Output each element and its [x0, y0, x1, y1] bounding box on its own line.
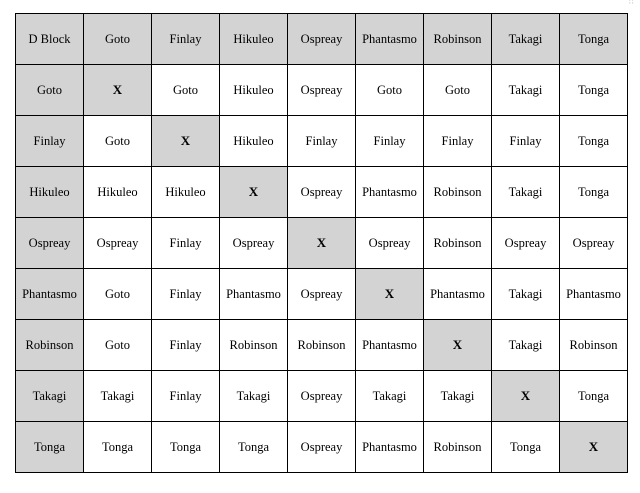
winner-cell: Ospreay [288, 269, 356, 320]
winner-cell: Tonga [560, 167, 628, 218]
column-header: Ospreay [288, 14, 356, 65]
winner-cell: Finlay [152, 371, 220, 422]
table-row [16, 320, 628, 371]
corner-label: D Block [16, 14, 84, 65]
self-match-cell: X [152, 116, 220, 167]
winner-cell: Finlay [492, 116, 560, 167]
results-grid [15, 13, 628, 473]
winner-cell: Tonga [560, 371, 628, 422]
winner-cell: Phantasmo [356, 320, 424, 371]
table-row [16, 218, 628, 269]
row-header: Ospreay [16, 218, 84, 269]
self-match-cell: X [288, 218, 356, 269]
winner-cell: Robinson [424, 167, 492, 218]
self-match-cell: X [84, 65, 152, 116]
winner-cell: Tonga [220, 422, 288, 473]
winner-cell: Finlay [288, 116, 356, 167]
winner-cell: Finlay [152, 269, 220, 320]
table-row [16, 371, 628, 422]
winner-cell: Goto [356, 65, 424, 116]
winner-cell: Ospreay [288, 65, 356, 116]
self-match-cell: X [492, 371, 560, 422]
winner-cell: Takagi [356, 371, 424, 422]
winner-cell: Goto [84, 116, 152, 167]
self-match-cell: X [560, 422, 628, 473]
winner-cell: Finlay [152, 218, 220, 269]
row-header: Phantasmo [16, 269, 84, 320]
winner-cell: Phantasmo [220, 269, 288, 320]
winner-cell: Phantasmo [356, 422, 424, 473]
winner-cell: Ospreay [492, 218, 560, 269]
winner-cell: Phantasmo [424, 269, 492, 320]
winner-cell: Takagi [220, 371, 288, 422]
winner-cell: Takagi [492, 320, 560, 371]
column-header: Finlay [152, 14, 220, 65]
column-header: Phantasmo [356, 14, 424, 65]
winner-cell: Goto [424, 65, 492, 116]
column-header: Tonga [560, 14, 628, 65]
winner-cell: Takagi [492, 269, 560, 320]
winner-cell: Goto [84, 269, 152, 320]
winner-cell: Ospreay [288, 167, 356, 218]
row-header: Tonga [16, 422, 84, 473]
row-header: Takagi [16, 371, 84, 422]
winner-cell: Robinson [424, 218, 492, 269]
winner-cell: Robinson [424, 422, 492, 473]
winner-cell: Robinson [288, 320, 356, 371]
self-match-cell: X [424, 320, 492, 371]
winner-cell: Phantasmo [356, 167, 424, 218]
winner-cell: Tonga [560, 65, 628, 116]
row-header: Goto [16, 65, 84, 116]
column-header: Goto [84, 14, 152, 65]
row-header: Hikuleo [16, 167, 84, 218]
winner-cell: Goto [152, 65, 220, 116]
winner-cell: Takagi [424, 371, 492, 422]
winner-cell: Finlay [356, 116, 424, 167]
resize-grip-icon: ∷ [629, 0, 634, 6]
winner-cell: Tonga [84, 422, 152, 473]
winner-cell: Hikuleo [84, 167, 152, 218]
row-header: Robinson [16, 320, 84, 371]
header-row [16, 14, 628, 65]
winner-cell: Takagi [492, 65, 560, 116]
winner-cell: Ospreay [356, 218, 424, 269]
winner-cell: Hikuleo [220, 116, 288, 167]
winner-cell: Finlay [152, 320, 220, 371]
table-row [16, 167, 628, 218]
winner-cell: Finlay [424, 116, 492, 167]
winner-cell: Takagi [492, 167, 560, 218]
winner-cell: Hikuleo [220, 65, 288, 116]
winner-cell: Tonga [560, 116, 628, 167]
winner-cell: Ospreay [84, 218, 152, 269]
winner-cell: Tonga [492, 422, 560, 473]
winner-cell: Goto [84, 320, 152, 371]
winner-cell: Takagi [84, 371, 152, 422]
table-row [16, 422, 628, 473]
winner-cell: Ospreay [220, 218, 288, 269]
table-row [16, 65, 628, 116]
table-row [16, 116, 628, 167]
results-grid-body [16, 14, 628, 473]
winner-cell: Ospreay [560, 218, 628, 269]
winner-cell: Robinson [220, 320, 288, 371]
column-header: Hikuleo [220, 14, 288, 65]
winner-cell: Ospreay [288, 422, 356, 473]
self-match-cell: X [220, 167, 288, 218]
table-row [16, 269, 628, 320]
winner-cell: Phantasmo [560, 269, 628, 320]
winner-cell: Ospreay [288, 371, 356, 422]
winner-cell: Robinson [560, 320, 628, 371]
column-header: Robinson [424, 14, 492, 65]
row-header: Finlay [16, 116, 84, 167]
self-match-cell: X [356, 269, 424, 320]
winner-cell: Tonga [152, 422, 220, 473]
column-header: Takagi [492, 14, 560, 65]
winner-cell: Hikuleo [152, 167, 220, 218]
